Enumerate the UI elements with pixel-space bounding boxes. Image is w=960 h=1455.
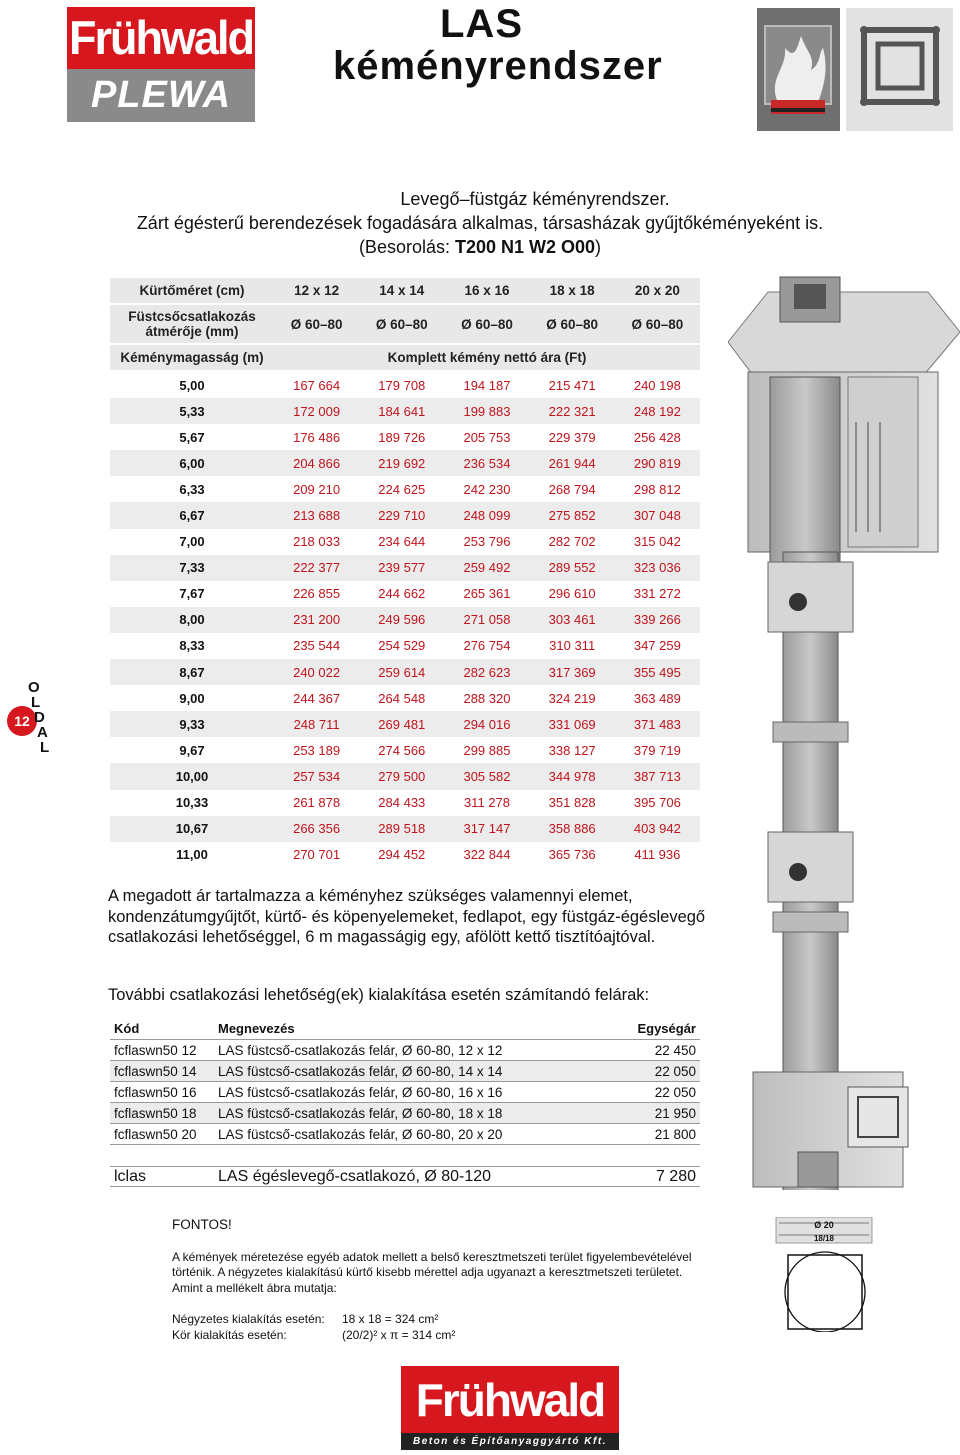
price-cell: 269 481	[378, 716, 426, 732]
price-cell: 355 495	[633, 664, 681, 680]
price-cell: 256 428	[633, 429, 681, 445]
table-row	[110, 816, 700, 842]
table-row	[110, 1103, 700, 1124]
price-cell: 303 461	[548, 612, 596, 628]
intro-text	[0, 187, 960, 259]
price-cell: 365 736	[548, 847, 596, 863]
height-cell: 9,00	[179, 690, 205, 706]
table-row	[110, 424, 700, 450]
price-cell: 288 320	[463, 690, 511, 706]
page-word-letter: A	[37, 724, 48, 741]
price-cell: 248 711	[293, 716, 340, 732]
price-cell: 317 369	[548, 664, 596, 680]
table-row	[110, 1040, 700, 1061]
price-cell: 234 644	[378, 534, 426, 550]
page-title-line1: LAS	[440, 2, 523, 46]
name-cell: LAS füstcső-csatlakozás felár, Ø 60-80, 16 x 16	[218, 1084, 503, 1100]
extra-table-header	[110, 1017, 700, 1039]
table-row	[110, 1082, 700, 1103]
code-cell: fcflaswn50 18	[114, 1105, 197, 1121]
height-cell: 6,67	[179, 508, 205, 524]
connection-col: Ø 60–80	[631, 316, 684, 332]
price-cell: 205 753	[463, 429, 511, 445]
page-word-letter: L	[31, 694, 41, 711]
table-header-height	[110, 345, 700, 372]
square-label: Négyzetes kialakítás esetén:	[172, 1312, 325, 1326]
price-cell: 344 978	[548, 768, 596, 784]
chimney-illustration	[728, 272, 960, 1190]
chimney-topview-icon	[846, 8, 953, 131]
price-cell: 261 944	[548, 455, 596, 471]
price-cell: 264 548	[378, 690, 426, 706]
price-cell: 271 058	[463, 612, 511, 628]
price-cell: 176 486	[293, 429, 341, 445]
table-row	[110, 842, 700, 868]
price-cell: 411 936	[634, 847, 681, 863]
price-label: Komplett kémény nettó ára (Ft)	[387, 350, 587, 365]
price-cell: 253 189	[293, 742, 341, 758]
size-col: 16 x 16	[464, 283, 510, 298]
price-cell: 315 042	[633, 534, 681, 550]
price-cell: 289 518	[378, 821, 426, 837]
height-cell: 10,33	[175, 795, 209, 811]
height-cell: 7,33	[179, 560, 205, 576]
price-cell: 294 016	[463, 716, 511, 732]
price-cell: 274 566	[378, 742, 426, 758]
price-cell: 248 192	[633, 403, 681, 419]
price-cell: 199 883	[463, 403, 511, 419]
price-cell: 403 942	[633, 821, 681, 837]
table-row	[110, 711, 700, 737]
logo-gray-panel	[67, 69, 255, 122]
logo-text-main: Frühwald	[69, 10, 253, 65]
price-cell: 282 702	[548, 534, 596, 550]
price-cell: 244 367	[293, 690, 341, 706]
col-price: Egységár	[637, 1020, 696, 1036]
price-table	[110, 278, 700, 868]
table-row	[110, 502, 700, 528]
price-cell: 7 280	[655, 1167, 696, 1185]
col-name: Megnevezés	[218, 1020, 295, 1036]
price-cell: 294 452	[378, 847, 426, 863]
price-cell: 282 623	[463, 664, 511, 680]
price-cell: 261 878	[293, 795, 341, 811]
price-cell: 244 662	[378, 586, 426, 602]
table-row	[110, 659, 700, 685]
price-cell: 204 866	[293, 455, 341, 471]
table-header-connection	[110, 305, 700, 345]
price-cell: 338 127	[548, 742, 596, 758]
price-cell: 249 596	[378, 612, 426, 628]
price-cell: 289 552	[548, 560, 596, 576]
col-code: Kód	[114, 1020, 140, 1036]
size-col: 18 x 18	[549, 283, 595, 298]
square-calc	[172, 1311, 455, 1327]
price-cell: 331 069	[548, 716, 596, 732]
extra-heading: További csatlakozási lehetőség(ek) kialakítása esetén számítandó felárak:	[108, 986, 650, 1004]
connection-col: Ø 60–80	[290, 316, 343, 332]
price-cell: 167 664	[293, 377, 341, 393]
intro-classification-suffix: )	[595, 237, 602, 257]
notes-text	[172, 1250, 772, 1296]
price-cell: 222 377	[293, 560, 341, 576]
intro-line1: Levegő–füstgáz kéményrendszer.	[400, 189, 670, 209]
svg-text:OLDAL	[28, 679, 49, 756]
price-cell: 307 048	[633, 508, 681, 524]
svg-text:18/18: 18/18	[813, 1234, 835, 1243]
price-cell: 379 719	[633, 742, 681, 758]
table-row	[110, 1061, 700, 1082]
size-col: 14 x 14	[379, 283, 425, 298]
price-cell: 229 379	[548, 429, 596, 445]
price-cell: 317 147	[463, 821, 511, 837]
price-cell: 339 266	[633, 612, 681, 628]
code-cell: fcflaswn50 12	[114, 1042, 197, 1058]
price-cell: 322 844	[463, 847, 511, 863]
cross-section-diagram	[774, 1217, 874, 1332]
price-cell: 351 828	[548, 795, 596, 811]
height-cell: 9,33	[179, 716, 205, 732]
round-value: (20/2)² x π = 314 cm²	[342, 1328, 456, 1342]
price-cell: 189 726	[378, 429, 426, 445]
intro-classification-code: T200 N1 W2 O00	[454, 237, 596, 257]
connection-label	[110, 309, 274, 339]
size-col: 12 x 12	[294, 283, 340, 298]
height-cell: 5,33	[179, 403, 205, 419]
page-number-badge: 12	[7, 706, 37, 736]
price-cell: 172 009	[293, 403, 341, 419]
table-row	[110, 763, 700, 789]
price-cell: 22 450	[654, 1042, 696, 1058]
table-row	[110, 633, 700, 659]
lclas-row	[110, 1166, 700, 1187]
included-items-paragraph: A megadott ár tartalmazza a kéményhez szükséges valamennyi elemet, kondenzátumgyűjtőt, kürtő- és köpenyelemeket, fedlapot, egy füstgáz-égéslevegő csatlakozási lehetőséggel, 6 m magasságig egy, afölött kettő tisztítóajtóval.	[108, 887, 706, 946]
logo-red-panel	[67, 7, 255, 69]
code-cell: lclas	[114, 1167, 147, 1185]
price-cell: 215 471	[548, 377, 596, 393]
price-cell: 213 688	[293, 508, 341, 524]
logo-fruhwald-plewa	[67, 7, 255, 122]
notes-line1: A kémények méretezése egyéb adatok mellett a belső keresztmetszeti terület figyelembevételével	[172, 1250, 692, 1264]
price-cell: 276 754	[463, 638, 511, 654]
height-cell: 8,00	[179, 612, 205, 628]
price-cell: 311 278	[463, 795, 510, 811]
price-cell: 184 641	[378, 403, 426, 419]
extra-price-table	[110, 1017, 700, 1145]
name-cell: LAS füstcső-csatlakozás felár, Ø 60-80, 12 x 12	[218, 1042, 503, 1058]
svg-text:Ø 20: Ø 20	[814, 1220, 834, 1230]
footer-logo-red	[401, 1366, 619, 1433]
table-row	[110, 450, 700, 476]
table-row	[110, 529, 700, 555]
code-cell: fcflaswn50 16	[114, 1084, 197, 1100]
price-cell: 259 492	[463, 560, 511, 576]
price-cell: 240 022	[293, 664, 341, 680]
footer-logo	[401, 1366, 619, 1452]
price-cell: 209 210	[293, 481, 341, 497]
price-cell: 279 500	[378, 768, 426, 784]
table-row	[110, 398, 700, 424]
price-cell: 242 230	[463, 481, 511, 497]
price-cell: 222 321	[548, 403, 596, 419]
intro-classification-prefix: (Besorolás:	[358, 237, 455, 257]
table-row	[110, 607, 700, 633]
height-cell: 9,67	[179, 742, 205, 758]
price-cell: 371 483	[633, 716, 681, 732]
height-cell: 5,67	[179, 429, 205, 445]
price-cell: 299 885	[463, 742, 511, 758]
price-cell: 275 852	[548, 508, 596, 524]
footer-logo-text: Frühwald	[415, 1373, 605, 1426]
price-cell: 363 489	[633, 690, 681, 706]
table-row	[110, 685, 700, 711]
price-cell: 218 033	[293, 534, 341, 550]
notes-line2: történik. A négyzetes kialakítású kürtő kisebb mérettel adja ugyanazt a keresztmetszeti területet.	[172, 1265, 683, 1280]
flame-icon	[757, 8, 840, 131]
page-word-letter: D	[34, 709, 45, 726]
table-row	[110, 581, 700, 607]
table-row	[110, 555, 700, 581]
price-rows	[110, 372, 700, 868]
page-word-letter: L	[40, 739, 50, 756]
height-cell: 11,00	[176, 847, 208, 863]
price-cell: 21 800	[654, 1126, 696, 1142]
square-value: 18 x 18 = 324 cm²	[342, 1312, 439, 1326]
intro-line3	[0, 235, 960, 259]
price-cell: 358 886	[548, 821, 596, 837]
name-cell: LAS füstcső-csatlakozás felár, Ø 60-80, 18 x 18	[218, 1105, 503, 1121]
price-cell: 296 610	[548, 586, 596, 602]
price-cell: 331 272	[633, 586, 681, 602]
price-cell: 254 529	[378, 638, 426, 654]
price-cell: 22 050	[654, 1063, 696, 1079]
price-cell: 323 036	[633, 560, 681, 576]
price-cell: 224 625	[378, 481, 426, 497]
height-cell: 6,33	[179, 481, 205, 497]
page-title-line2: kéményrendszer	[333, 44, 663, 88]
intro-line2: Zárt égésterű berendezések fogadására alkalmas, társasházak gyűjtőkéményeként is.	[136, 213, 824, 233]
price-cell: 21 950	[654, 1105, 696, 1121]
code-cell: fcflaswn50 20	[114, 1126, 197, 1142]
table-row	[110, 372, 700, 398]
price-cell: 194 187	[463, 377, 511, 393]
logo-text-sub: PLEWA	[90, 74, 232, 116]
size-col: 20 x 20	[634, 283, 680, 298]
price-cell: 248 099	[463, 508, 511, 524]
price-cell: 395 706	[633, 795, 681, 811]
price-cell: 347 259	[633, 638, 681, 654]
size-label: Kürtőméret (cm)	[139, 283, 245, 298]
table-header-sizes	[110, 278, 700, 305]
important-label: FONTOS!	[172, 1217, 232, 1232]
table-row	[110, 1124, 700, 1145]
round-label: Kör kialakítás esetén:	[172, 1328, 287, 1342]
price-cell: 387 713	[633, 768, 681, 784]
notes-line3: Amint a mellékelt ábra mutatja:	[172, 1280, 337, 1295]
table-row	[110, 1166, 700, 1187]
height-cell: 10,67	[175, 821, 209, 837]
height-cell: 5,00	[179, 377, 205, 393]
price-cell: 231 200	[293, 612, 341, 628]
name-cell: LAS füstcső-csatlakozás felár, Ø 60-80, 14 x 14	[218, 1063, 503, 1079]
height-cell: 8,67	[179, 664, 205, 680]
connection-col: Ø 60–80	[461, 316, 513, 332]
name-cell: LAS égéslevegő-csatlakozó, Ø 80-120	[218, 1167, 492, 1185]
extra-rows	[110, 1039, 700, 1145]
connection-col: Ø 60–80	[546, 316, 599, 332]
name-cell: LAS füstcső-csatlakozás felár, Ø 60-80, 20 x 20	[218, 1126, 503, 1142]
price-cell: 257 534	[293, 768, 341, 784]
price-cell: 226 855	[293, 586, 341, 602]
price-cell: 259 614	[378, 664, 426, 680]
price-cell: 298 812	[633, 481, 681, 497]
height-cell: 10,00	[175, 768, 209, 784]
height-cell: 7,67	[179, 586, 205, 602]
height-cell: 6,00	[179, 455, 205, 471]
table-row	[110, 476, 700, 502]
price-cell: 310 311	[549, 638, 596, 654]
price-cell: 239 577	[378, 560, 426, 576]
price-cell: 219 692	[378, 455, 426, 471]
price-cell: 270 701	[293, 847, 341, 863]
price-cell: 268 794	[548, 481, 596, 497]
price-cell: 265 361	[463, 586, 511, 602]
price-cell: 253 796	[463, 534, 511, 550]
price-cell: 229 710	[378, 508, 426, 524]
round-calc	[172, 1327, 455, 1343]
price-cell: 305 582	[463, 768, 511, 784]
price-cell: 240 198	[633, 377, 681, 393]
price-cell: 290 819	[633, 455, 681, 471]
price-cell: 284 433	[378, 795, 426, 811]
table-row	[110, 737, 700, 763]
price-cell: 179 708	[378, 377, 426, 393]
price-cell: 324 219	[548, 690, 596, 706]
height-cell: 7,00	[179, 534, 205, 550]
footer-logo-tagline: Beton és Építőanyaggyártó Kft.	[401, 1433, 619, 1450]
page-word-letter: O	[28, 679, 40, 696]
connection-label-line2: átmérője (mm)	[145, 324, 239, 339]
height-cell: 8,33	[179, 638, 205, 654]
height-label: Kéménymagasság (m)	[120, 350, 264, 365]
code-cell: fcflaswn50 14	[114, 1063, 197, 1079]
connection-label-line1: Füstcsőcsatlakozás	[128, 309, 256, 324]
price-cell: 22 050	[654, 1084, 696, 1100]
connection-col: Ø 60–80	[375, 316, 428, 332]
table-row	[110, 790, 700, 816]
price-cell: 236 534	[463, 455, 511, 471]
price-cell: 266 356	[293, 821, 341, 837]
area-calculation	[172, 1311, 455, 1343]
price-cell: 235 544	[293, 638, 341, 654]
